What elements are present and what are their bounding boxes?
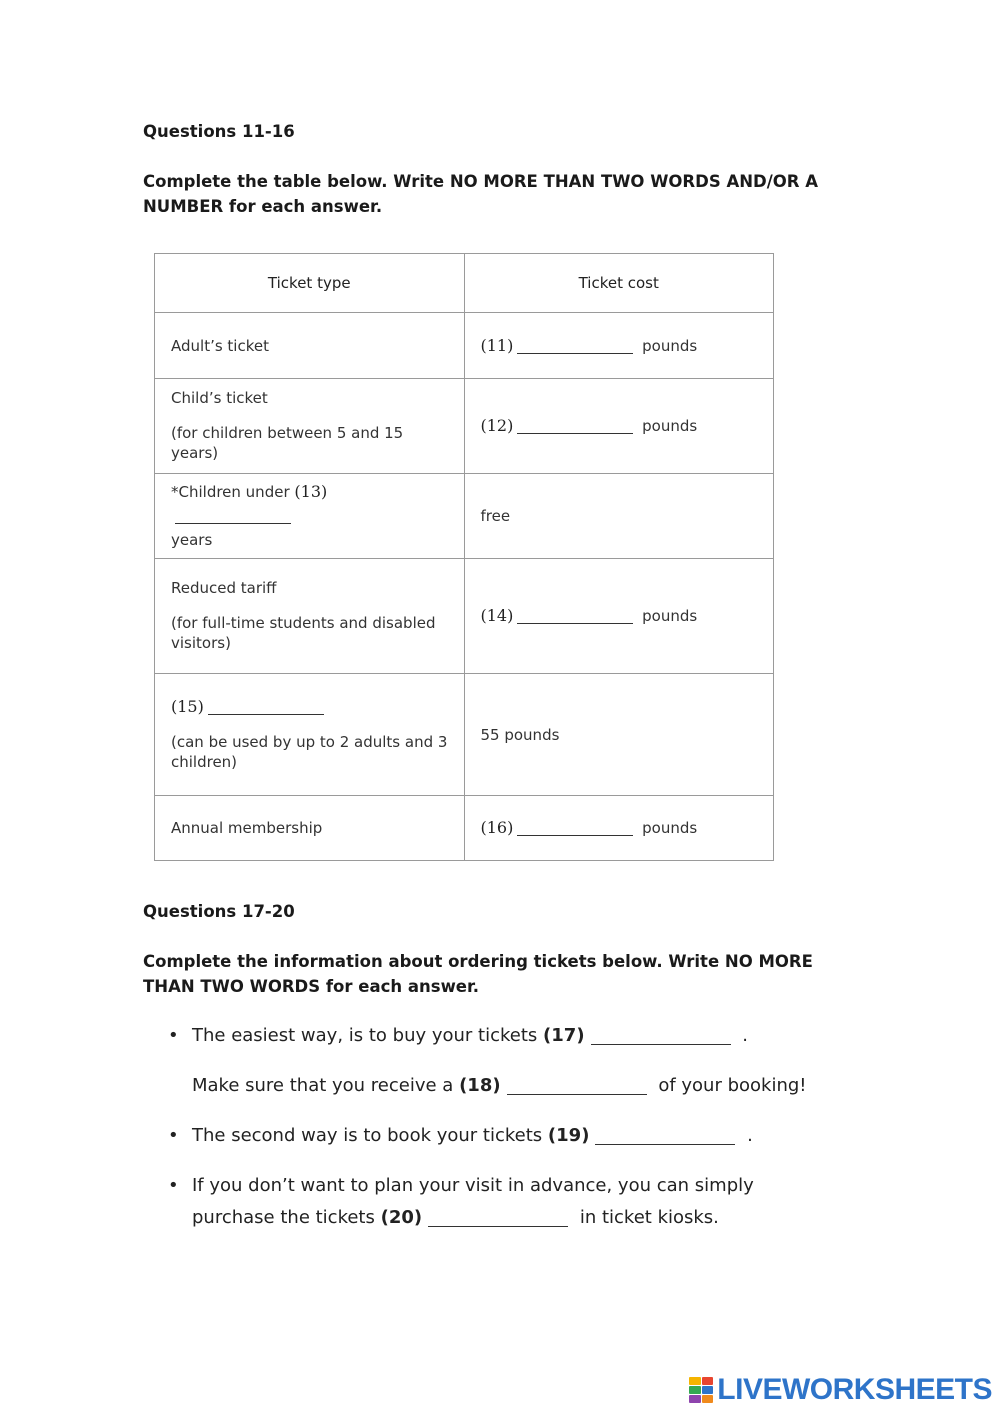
item-text-end: in ticket kiosks. <box>579 1207 719 1228</box>
ticket-table <box>154 253 774 861</box>
table-header-row <box>155 254 774 313</box>
ticket-type-cell <box>155 796 465 861</box>
ticket-type-note: (for full-time students and disabled visitors) <box>171 614 436 652</box>
table-row <box>155 796 774 861</box>
liveworksheets-logo-text: LIVEWORKSHEETS <box>717 1373 992 1406</box>
cost-value: free <box>480 507 511 525</box>
answer-blank-20[interactable] <box>428 1225 568 1227</box>
ticket-type-suffix: years <box>171 531 213 549</box>
answer-blank-18[interactable] <box>507 1093 647 1095</box>
item-text-end: . <box>747 1125 753 1146</box>
ticket-type-cell <box>155 674 465 796</box>
question-number: (14) <box>480 606 514 625</box>
question-number: (15) <box>171 697 204 716</box>
answer-blank-13[interactable] <box>175 522 291 524</box>
item-text: If you don’t want to plan your visit in advance, you can simply purchase the tickets <box>192 1175 754 1228</box>
answer-blank-17[interactable] <box>591 1043 731 1045</box>
ticket-type-cell <box>155 379 465 474</box>
table-row <box>155 474 774 559</box>
cost-unit: pounds <box>642 417 698 435</box>
section-instruction-table: Complete the table below. Write NO MORE THAN TWO WORDS AND/OR A NUMBER for each answer. <box>143 172 818 216</box>
ticket-cost-cell <box>464 674 774 796</box>
ticket-type-label: *Children under <box>171 483 290 501</box>
question-number: (20) <box>380 1207 423 1228</box>
question-number: (16) <box>480 818 514 837</box>
item-text: The second way is to book your tickets <box>192 1125 543 1146</box>
answer-blank-15[interactable] <box>208 713 324 715</box>
question-number: (11) <box>480 335 514 355</box>
cost-unit: pounds <box>642 607 698 625</box>
section-title-questions-17-20: Questions 17-20 <box>143 902 295 921</box>
header-ticket-cost: Ticket cost <box>464 254 774 313</box>
table-row <box>155 674 774 796</box>
ticket-type-cell <box>155 313 465 379</box>
ticket-type-note: (for children between 5 and 15 years) <box>171 424 404 462</box>
ticket-cost-cell <box>464 474 774 559</box>
ticket-type-cell <box>155 474 465 559</box>
bullet-icon: • <box>168 1025 179 1046</box>
answer-blank-12[interactable] <box>517 432 633 434</box>
list-item <box>168 1170 808 1234</box>
question-number: (13) <box>294 482 328 501</box>
list-item <box>168 1020 808 1102</box>
item-text: The easiest way, is to buy your tickets <box>192 1025 538 1046</box>
table-row <box>155 313 774 379</box>
section-instruction-info: Complete the information about ordering tickets below. Write NO MORE THAN TWO WORDS for each answer. <box>143 952 813 996</box>
item-text-end: of your booking! <box>658 1075 807 1096</box>
item-text: Make sure that you receive a <box>192 1075 454 1096</box>
ticket-type-label: Adult’s ticket <box>171 336 269 355</box>
cost-unit: pounds <box>642 336 698 355</box>
item-followup <box>192 1070 808 1102</box>
ticket-cost-cell <box>464 313 774 379</box>
ticket-cost-cell <box>464 379 774 474</box>
bullet-icon: • <box>168 1175 179 1196</box>
answer-blank-14[interactable] <box>517 622 633 624</box>
ticket-cost-cell <box>464 796 774 861</box>
answer-blank-16[interactable] <box>517 834 633 836</box>
ticket-type-label: Child’s ticket <box>171 389 268 407</box>
answer-blank-19[interactable] <box>595 1143 735 1145</box>
ticket-type-label: Annual membership <box>171 819 323 837</box>
table-row <box>155 379 774 474</box>
ordering-info-list <box>168 1020 808 1234</box>
list-item <box>168 1120 808 1152</box>
answer-blank-11[interactable] <box>517 352 633 354</box>
cost-unit: pounds <box>642 819 698 837</box>
ticket-cost-cell <box>464 559 774 674</box>
question-number: (19) <box>547 1125 590 1146</box>
question-number: (12) <box>480 416 514 435</box>
ticket-type-cell <box>155 559 465 674</box>
section-title-questions-11-16: Questions 11-16 <box>143 122 295 141</box>
question-number: (17) <box>543 1025 585 1046</box>
header-ticket-type: Ticket type <box>155 254 465 313</box>
cost-value: 55 pounds <box>480 725 560 744</box>
table-row <box>155 559 774 674</box>
item-text-end: . <box>742 1025 749 1046</box>
ticket-type-note: (can be used by up to 2 adults and 3 children) <box>171 733 448 771</box>
liveworksheets-logo-icon <box>689 1377 713 1403</box>
question-number: (18) <box>459 1075 501 1096</box>
bullet-icon: • <box>168 1125 179 1146</box>
ticket-type-label: Reduced tariff <box>171 579 277 597</box>
liveworksheets-branding[interactable] <box>689 1373 992 1407</box>
